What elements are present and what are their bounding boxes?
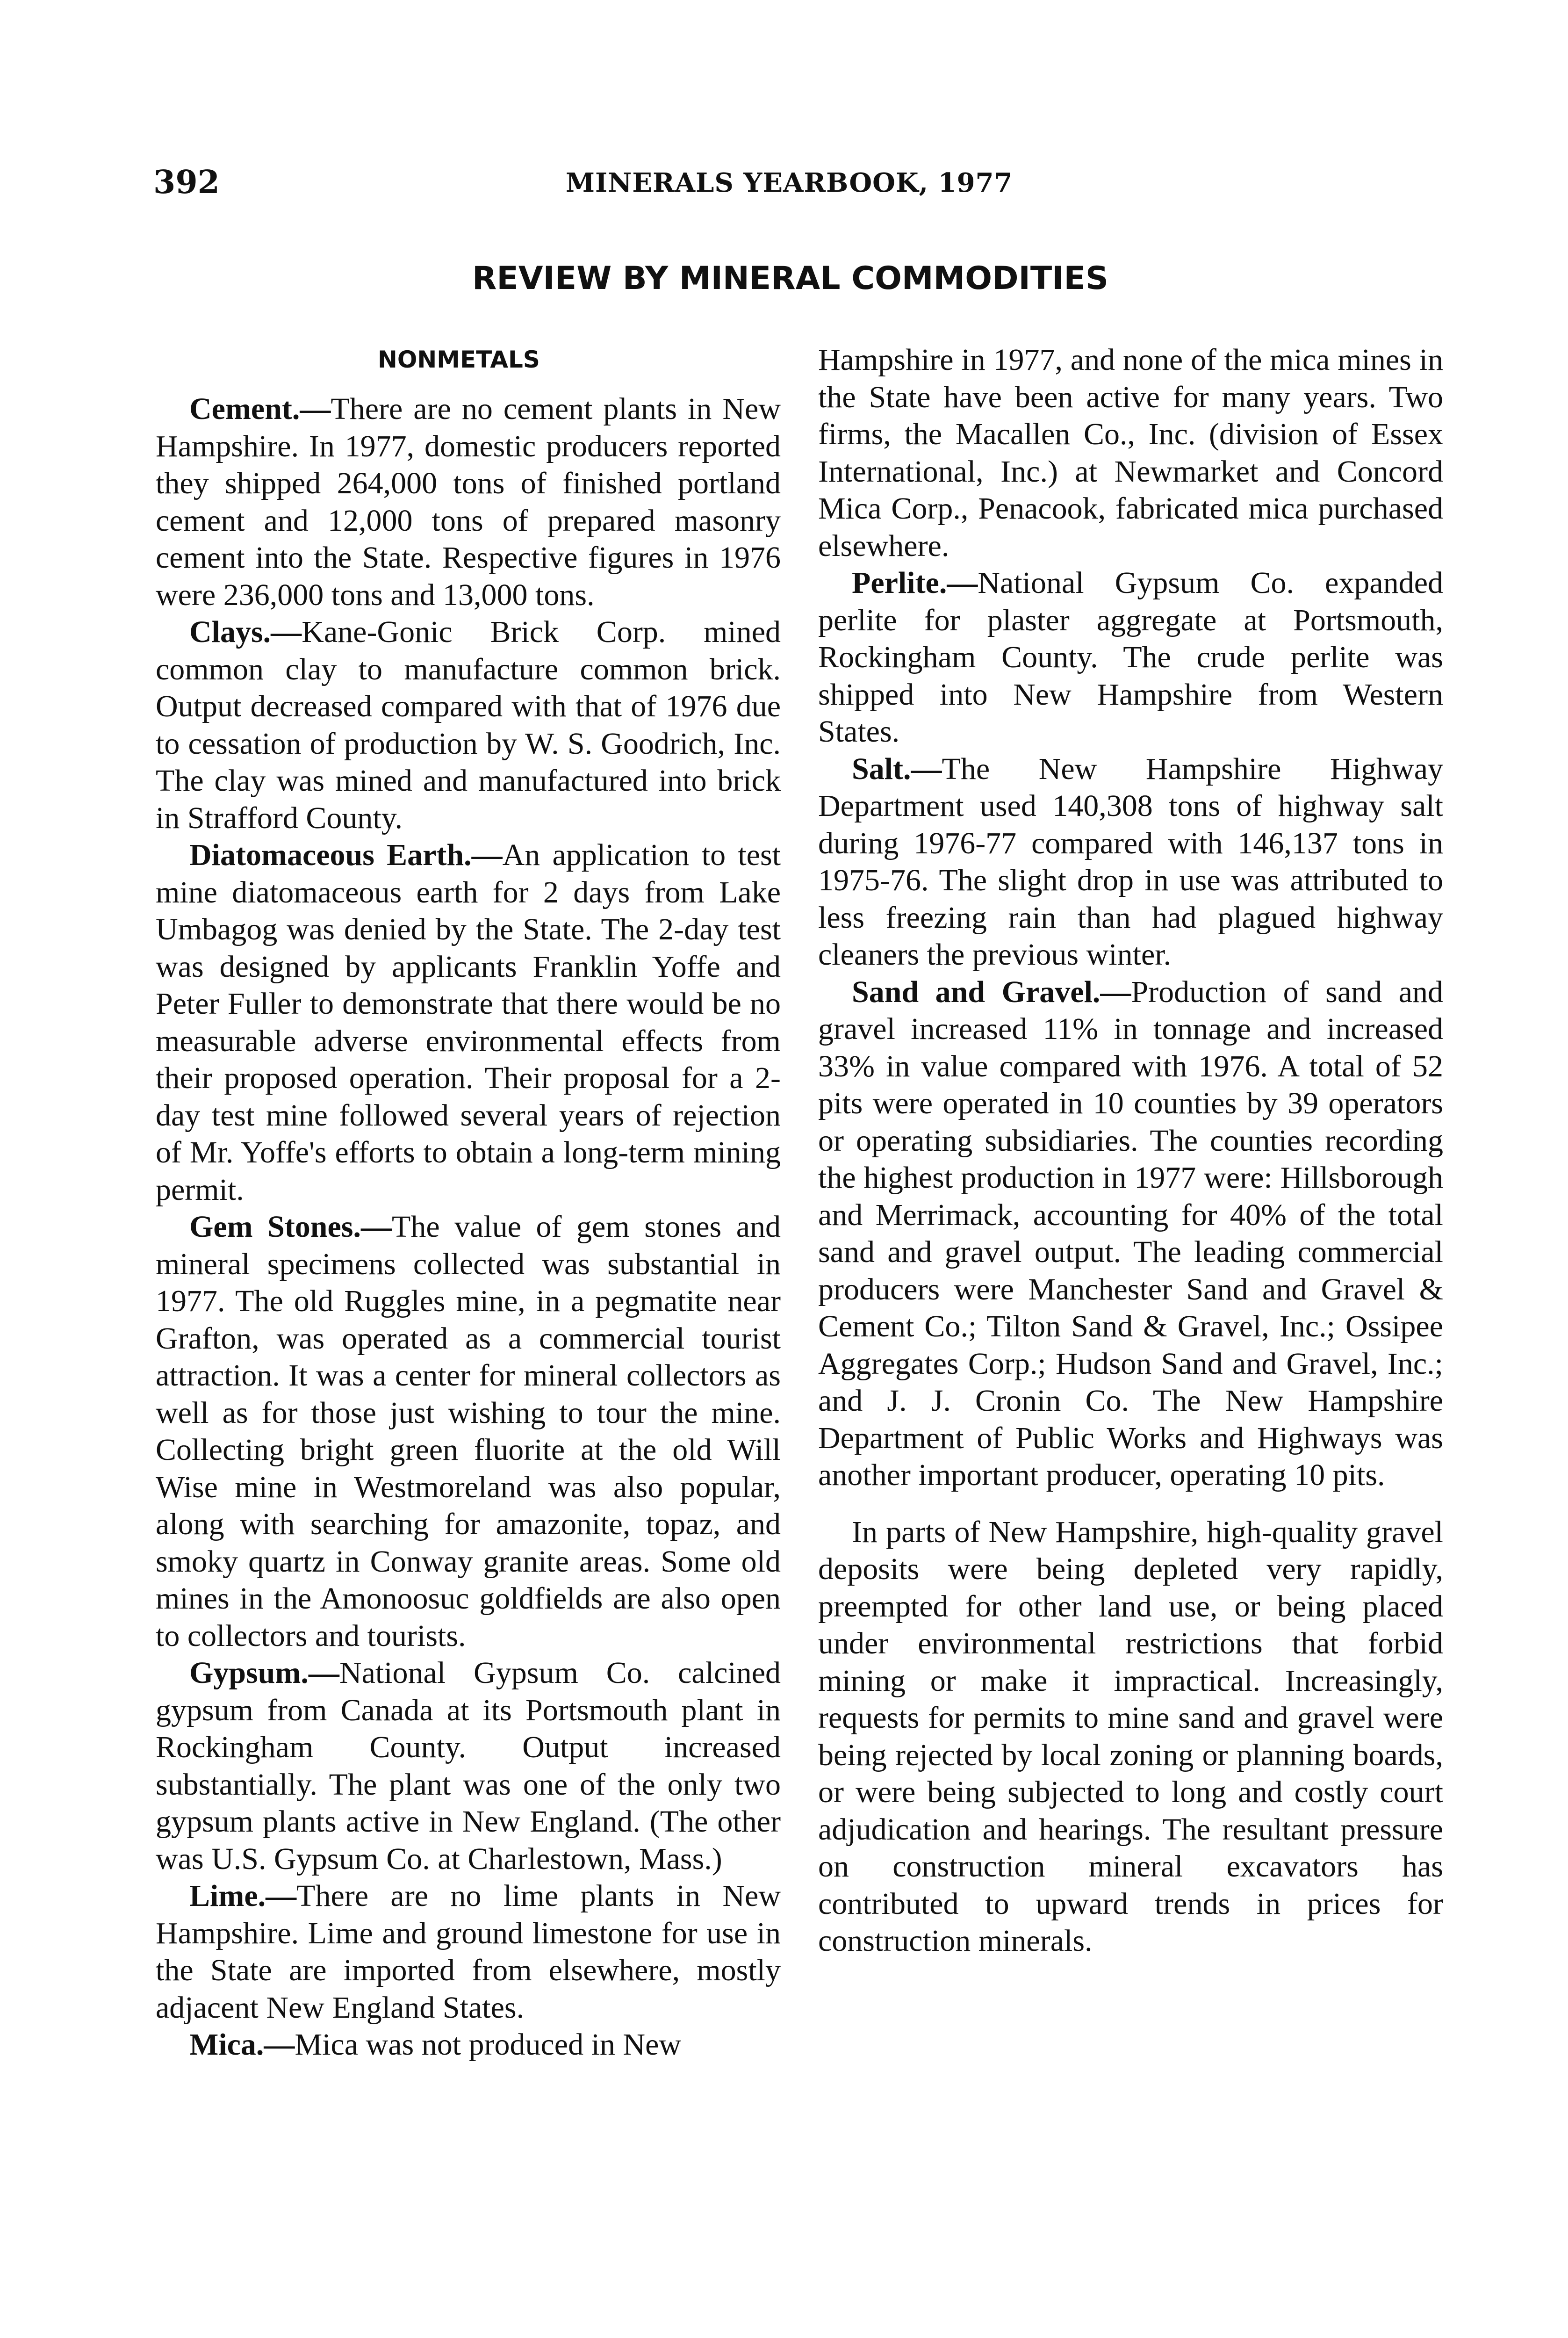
paragraph-salt	[818, 750, 1443, 974]
paragraph-lime	[156, 1877, 781, 2026]
paragraph-heading: Gypsum.—	[189, 1656, 339, 1690]
paragraph-heading: Lime.—	[189, 1879, 297, 1913]
paragraph-text: There are no cement plants in New Hampshire. In 1977, domestic producers reported they shipped 264,000 tons of finished portland cement and 12,000 tons of prepared masonry cement into the State. Respective figures in 1976 were 236,000 tons and 13,000 tons.	[156, 392, 781, 612]
paragraph-mica-continued	[818, 341, 1443, 564]
paragraph-diatomaceous-earth	[156, 837, 781, 1208]
section-title: REVIEW BY MINERAL COMMODITIES	[472, 260, 1108, 297]
paragraph-gem-stones	[156, 1208, 781, 1654]
paragraph-text: The New Hampshire Highway Department used 140,308 tons of highway salt during 1976-77 compared with 146,137 tons in 1975-76. The slight drop in use was attributed to less freezing rain than had plagued highway cleaners the previous winter.	[818, 751, 1443, 972]
paragraph-heading: Cement.—	[189, 392, 331, 426]
right-column	[818, 341, 1443, 1960]
paragraph-heading: Diatomaceous Earth.—	[189, 838, 503, 872]
subsection-title: NONMETALS	[378, 346, 540, 373]
page-number: 392	[153, 164, 220, 201]
paragraph-text: National Gypsum Co. expanded perlite for plaster aggregate at Portsmouth, Rockingham County. The crude perlite was shipped into New Hampshire from Western States.	[818, 566, 1443, 749]
paragraph-clays	[156, 613, 781, 837]
paragraph-cement	[156, 390, 781, 613]
paragraph-text: National Gypsum Co. calcined gypsum from Canada at its Portsmouth plant in Rockingham County. Output increased substantially. The plant was one of the only two gypsum plants active in New England. (The other was U.S. Gypsum Co. at Charlestown, Mass.)	[156, 1656, 781, 1876]
paragraph-text: In parts of New Hampshire, high-quality gravel deposits were being depleted very rapidly, preempted for other land use, or being placed under environmental restrictions that forbid mining or make it impractical. Increasingly, requests for permits to mine sand and gravel were being rejected by local zoning or planning boards, or were being subjected to long and costly court adjudication and hearings. The resultant pressure on construction mineral excavators has contributed to upward trends in prices for construction minerals.	[818, 1515, 1443, 1958]
paragraph-text: The value of gem stones and mineral specimens collected was substantial in 1977. The old Ruggles mine, in a pegmatite near Grafton, was operated as a commercial tourist attraction. It was a center for mineral collectors as well as for those just wishing to tour the mine. Collecting bright green fluorite at the old Will Wise mine in Westmoreland was also popular, along with searching for amazonite, topaz, and smoky quartz in Conway granite areas. Some old mines in the Amonoosuc goldfields are also open to collectors and tourists.	[156, 1210, 781, 1653]
left-column	[156, 390, 781, 2064]
paragraph-text: An application to test mine diatomaceous earth for 2 days from Lake Umbagog was denied by the State. The 2-day test was designed by applicants Franklin Yoffe and Peter Fuller to demonstrate that there would be no measurable adverse environmental effects from their proposed operation. Their proposal for a 2-day test mine followed several years of rejection of Mr. Yoffe's efforts to obtain a long-term mining permit.	[156, 838, 781, 1207]
running-title: MINERALS YEARBOOK, 1977	[566, 167, 1013, 198]
paragraph-text: Mica was not produced in New	[295, 2028, 682, 2062]
paragraph-heading: Clays.—	[189, 615, 302, 649]
paragraph-heading: Sand and Gravel.—	[852, 974, 1131, 1009]
paragraph-text: Production of sand and gravel increased 11% in tonnage and increased 33% in value compared with 1976. A total of 52 pits were operated in 10 counties by 39 operators or operating subsidiaries. The counties recording the highest production in 1977 were: Hillsborough and Merrimack, accounting for 40% of the total sand and gravel output. The leading commercial producers were Manchester Sand and Gravel & Cement Co.; Tilton Sand & Gravel, Inc.; Ossipee Aggregates Corp.; Hudson Sand and Gravel, Inc.; and J. J. Cronin Co. The New Hampshire Department of Public Works and Highways was another important producer, operating 10 pits.	[818, 974, 1444, 1492]
paragraph-perlite	[818, 564, 1443, 750]
paragraph-gypsum	[156, 1654, 781, 1877]
paragraph-sand-and-gravel	[818, 974, 1443, 1494]
paragraph-heading: Salt.—	[852, 751, 942, 786]
paragraph-gravel-depletion	[818, 1514, 1443, 1960]
paragraph-text: There are no lime plants in New Hampshire. Lime and ground limestone for use in the State are imported from elsewhere, mostly adjacent New England States.	[156, 1879, 781, 2025]
paragraph-heading: Perlite.—	[852, 566, 978, 600]
paragraph-text: Kane-Gonic Brick Corp. mined common clay to manufacture common brick. Output decreased compared with that of 1976 due to cessation of production by W. S. Goodrich, Inc. The clay was mined and manufactured into brick in Strafford County.	[156, 615, 781, 835]
paragraph-heading: Gem Stones.—	[189, 1210, 392, 1244]
paragraph-text: Hampshire in 1977, and none of the mica mines in the State have been active for many years. Two firms, the Macallen Co., Inc. (division of Essex International, Inc.) at Newmarket and Concord Mica Corp., Penacook, fabricated mica purchased elsewhere.	[818, 343, 1443, 563]
paragraph-heading: Mica.—	[189, 2028, 295, 2062]
paragraph-mica	[156, 2026, 781, 2064]
